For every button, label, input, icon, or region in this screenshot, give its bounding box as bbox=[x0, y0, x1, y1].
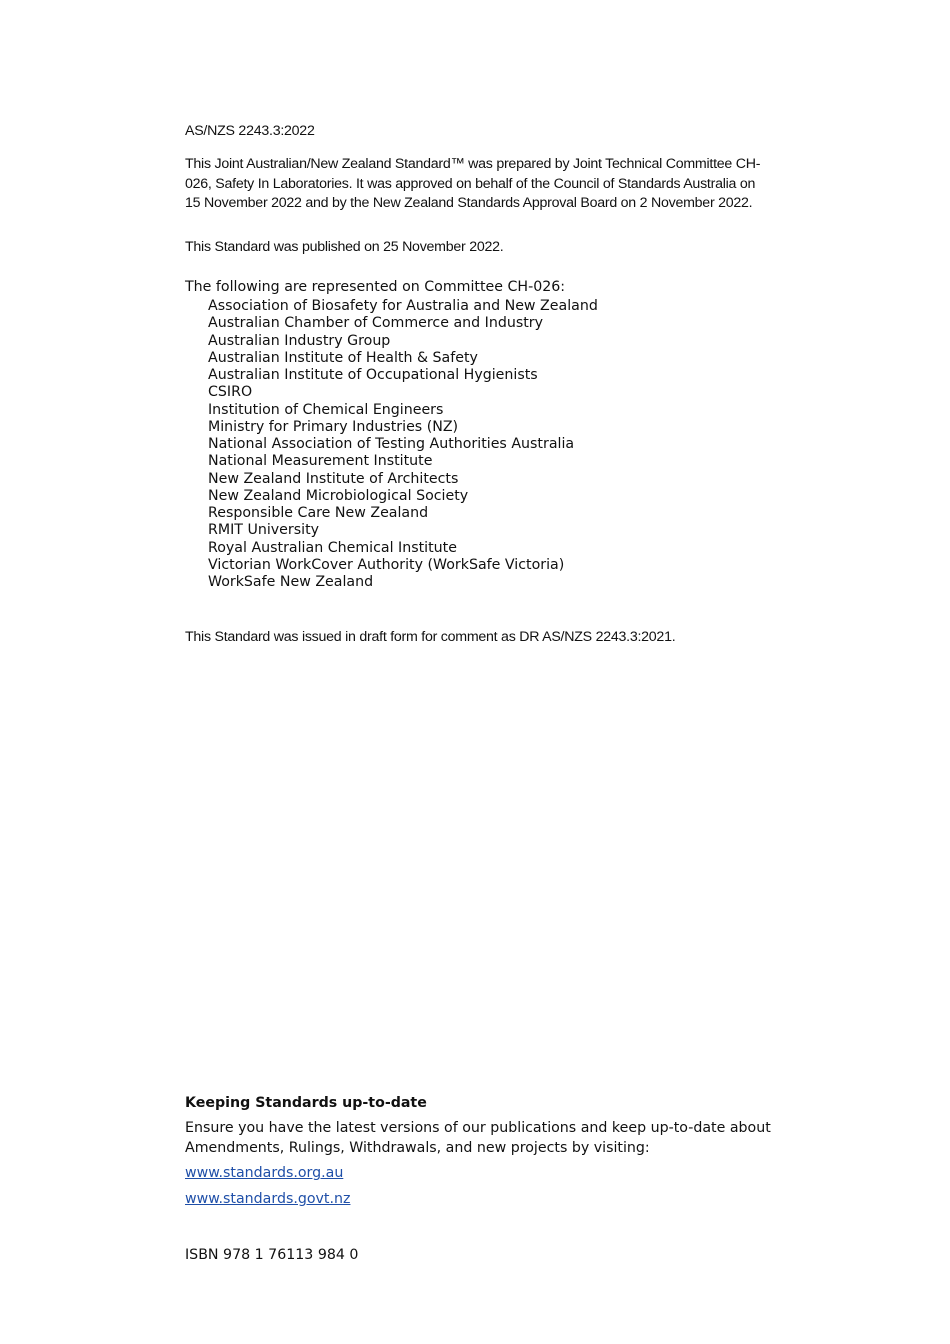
isbn-number: ISBN 978 1 76113 984 0 bbox=[185, 1247, 359, 1263]
committee-member: Victorian WorkCover Authority (WorkSafe Victoria) bbox=[208, 556, 565, 573]
committee-member: Australian Institute of Occupational Hygienists bbox=[208, 367, 538, 383]
committee-member: Responsible Care New Zealand bbox=[208, 505, 429, 521]
committee-member: Royal Australian Chemical Institute bbox=[208, 539, 457, 556]
committee-members-list bbox=[208, 298, 598, 591]
committee-intro: The following are represented on Committee CH-026: bbox=[185, 279, 566, 295]
draft-note: This Standard was issued in draft form for comment as DR AS/NZS 2243.3:2021. bbox=[185, 629, 676, 645]
published-date-text: This Standard was published on 25 November 2022. bbox=[185, 239, 504, 255]
committee-member: New Zealand Institute of Architects bbox=[208, 470, 459, 487]
committee-member: Australian Chamber of Commerce and Industry bbox=[208, 315, 544, 332]
committee-member: Institution of Chemical Engineers bbox=[208, 401, 444, 418]
keeping-up-to-date-heading: Keeping Standards up-to-date bbox=[185, 1095, 427, 1111]
committee-member: National Association of Testing Authorities Australia bbox=[208, 436, 575, 452]
committee-member: Association of Biosafety for Australia and New Zealand bbox=[208, 298, 598, 314]
standard-number: AS/NZS 2243.3:2022 bbox=[185, 123, 315, 139]
committee-member: National Measurement Institute bbox=[208, 453, 433, 470]
keeping-up-to-date-text: Ensure you have the latest versions of our publications and keep up-to-date about Amendments, Rulings, Withdrawals, and new projects by visiting: bbox=[185, 1120, 771, 1156]
committee-member: Ministry for Primary Industries (NZ) bbox=[208, 418, 459, 435]
committee-member: New Zealand Microbiological Society bbox=[208, 487, 469, 504]
standards-nz-link[interactable]: www.standards.govt.nz bbox=[185, 1191, 351, 1207]
standards-au-link[interactable]: www.standards.org.au bbox=[185, 1165, 344, 1181]
preparation-paragraph: This Joint Australian/New Zealand Standard™ was prepared by Joint Technical Committee CH-026, Safety In Laboratories. It was approved on behalf of the Council of Standards Australia on 15 November 2022 and by the New Zealand Standards Approval Board on 2 November 2022. bbox=[185, 156, 761, 211]
committee-member: CSIRO bbox=[208, 384, 253, 401]
committee-member: RMIT University bbox=[208, 522, 320, 539]
committee-member: WorkSafe New Zealand bbox=[208, 574, 374, 590]
committee-member: Australian Industry Group bbox=[208, 332, 391, 349]
committee-member: Australian Institute of Health & Safety bbox=[208, 349, 478, 366]
